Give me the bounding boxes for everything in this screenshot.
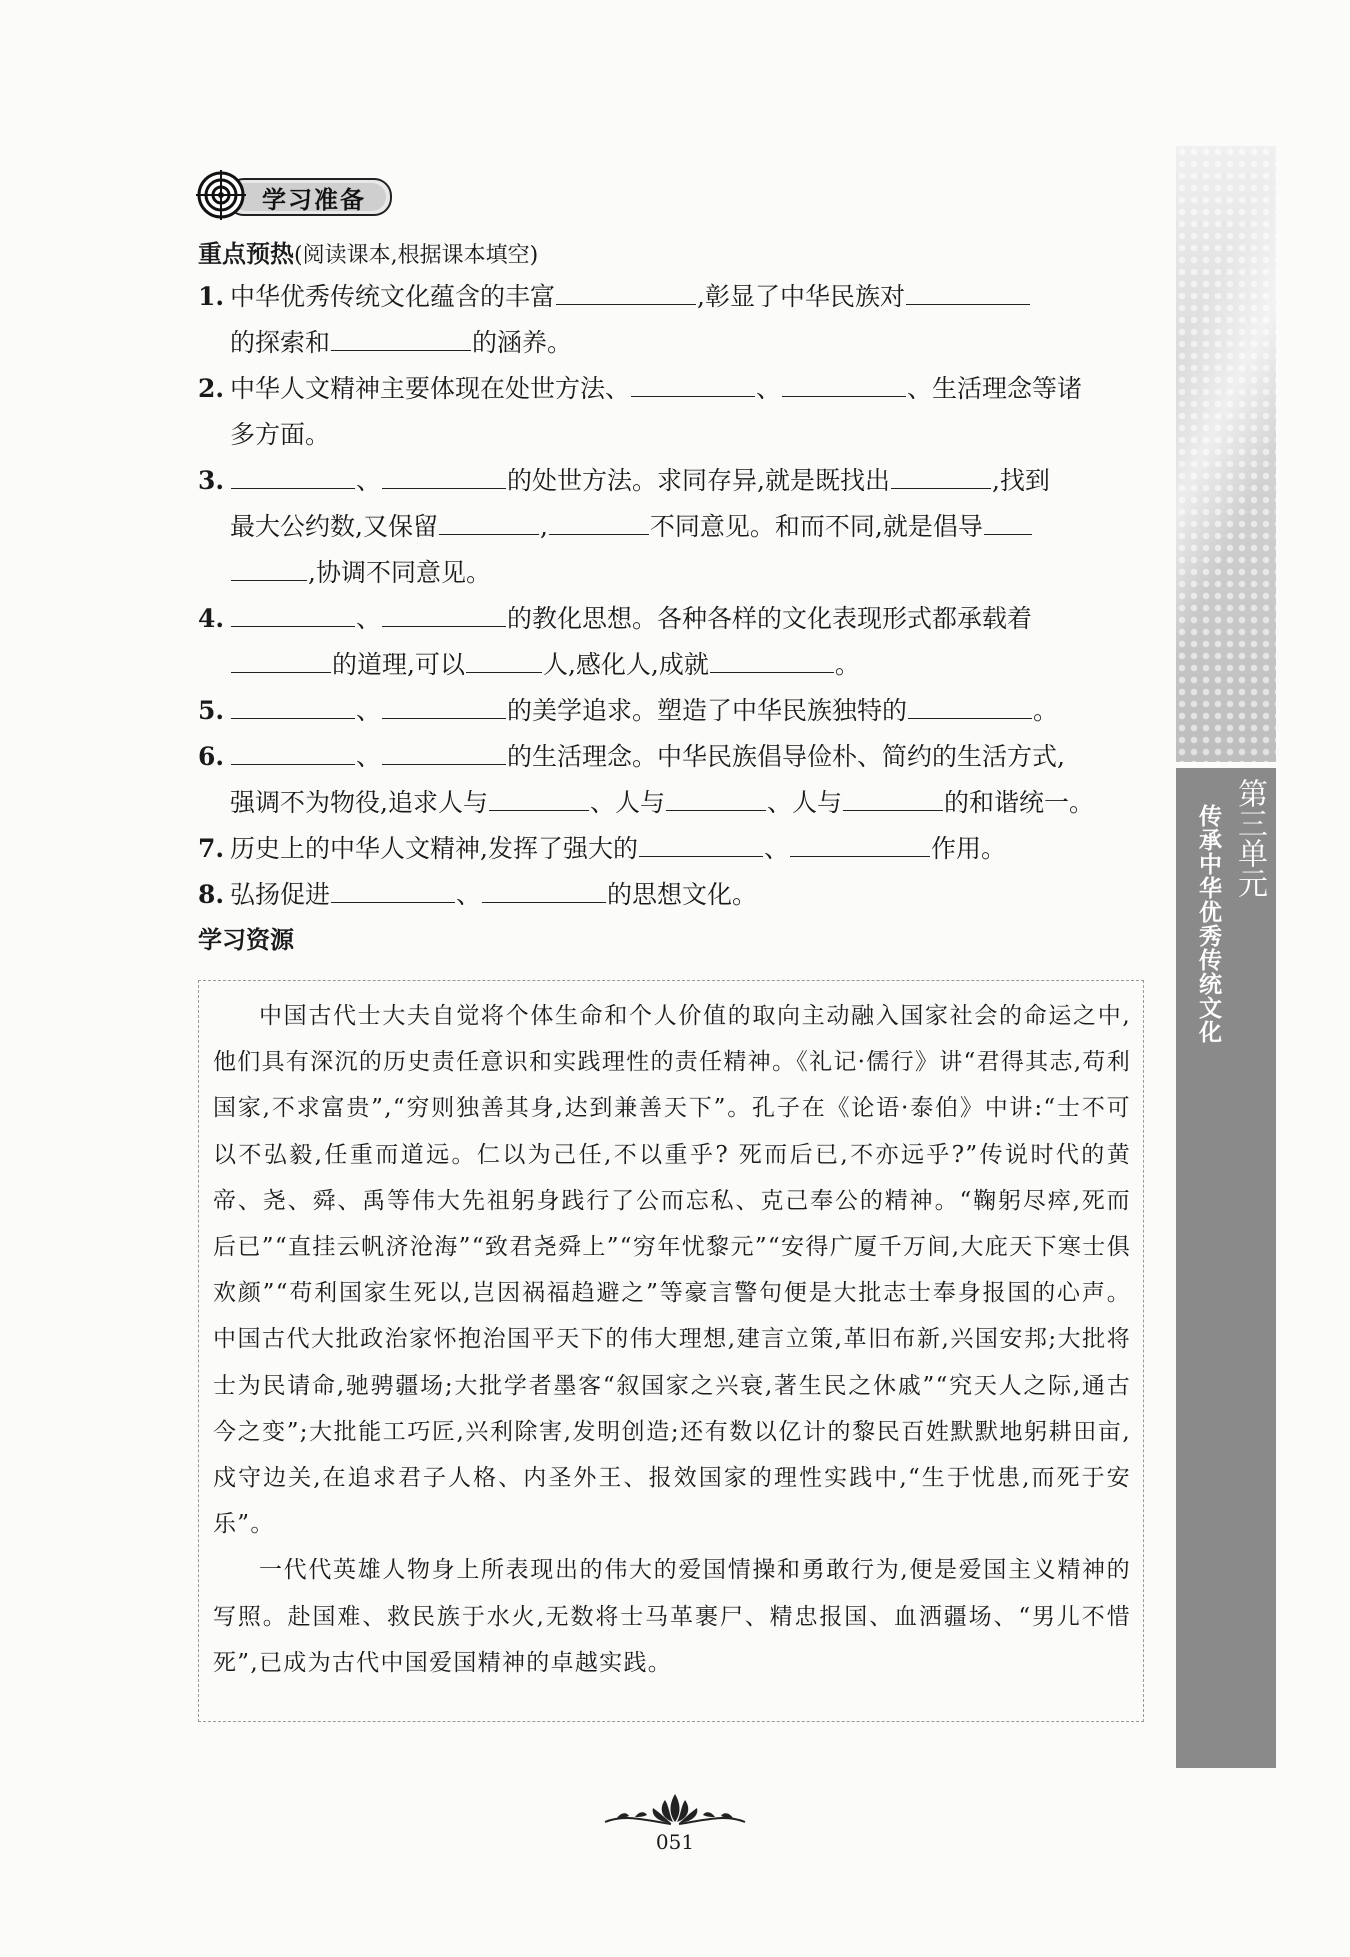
blank[interactable] (984, 508, 1032, 535)
question-text: 中华人文精神主要体现在处世方法、 (230, 374, 631, 403)
blank[interactable] (908, 692, 1032, 719)
leaf-ornament-icon (595, 1790, 755, 1830)
blank[interactable] (790, 830, 930, 857)
blank[interactable] (331, 324, 471, 351)
blank[interactable] (382, 462, 506, 489)
resources-title: 学习资源 (198, 926, 294, 954)
question-text: 历史上的中华人文精神,发挥了强大的 (230, 834, 638, 863)
question-text: 、 (456, 880, 482, 909)
blank[interactable] (631, 370, 755, 397)
question-text: 、 (356, 466, 382, 495)
question-6 (198, 734, 1158, 826)
question-number: 1. (198, 282, 225, 311)
question-text: ,找到 (991, 466, 1050, 495)
blank[interactable] (666, 784, 766, 811)
question-text: 。 (1033, 696, 1059, 725)
question-text: 的生活理念。中华民族倡导俭朴、简约的生活方式, (507, 742, 1065, 771)
blank[interactable] (891, 462, 991, 489)
blank[interactable] (331, 876, 455, 903)
section-label: 学习准备 (262, 186, 366, 214)
blank[interactable] (489, 784, 589, 811)
question-text: 的思想文化。 (607, 880, 758, 909)
question-text: 的美学追求。塑造了中华民族独特的 (507, 696, 908, 725)
question-text: 弘扬促进 (230, 880, 331, 909)
question-text: ,协调不同意见。 (308, 558, 491, 587)
blank[interactable] (382, 600, 506, 627)
question-3 (198, 458, 1158, 596)
question-number: 4. (198, 604, 225, 633)
question-text: 的探索和 (230, 328, 331, 357)
question-text: 最大公约数,又保留 (230, 512, 438, 541)
question-text: 多方面。 (230, 420, 331, 449)
question-text: 、 (763, 834, 789, 863)
blank[interactable] (843, 784, 943, 811)
question-text: 强调不为物役,追求人与 (230, 788, 488, 817)
target-icon (196, 170, 246, 220)
question-7 (198, 826, 1158, 872)
unit-side-tab (1176, 768, 1276, 1768)
blank[interactable] (382, 738, 506, 765)
resources-box (198, 980, 1144, 1722)
question-4 (198, 596, 1158, 688)
question-text: 的和谐统一。 (943, 788, 1094, 817)
question-text: 、 (356, 696, 382, 725)
question-text: 不同意见。和而不同,就是倡导 (649, 512, 983, 541)
blank[interactable] (231, 462, 355, 489)
question-number: 2. (198, 374, 225, 403)
page-number: 051 (655, 1830, 695, 1854)
blank[interactable] (556, 278, 696, 305)
question-text: 中华优秀传统文化蕴含的丰富 (230, 282, 556, 311)
question-1 (198, 274, 1158, 366)
blank[interactable] (906, 278, 1030, 305)
question-text: 的处世方法。求同存异,就是既找出 (507, 466, 890, 495)
question-text: 的涵养。 (472, 328, 573, 357)
question-text: 人,感化人,成就 (542, 650, 709, 679)
question-text: 的道理,可以 (332, 650, 465, 679)
question-8 (198, 872, 1158, 918)
question-text: , (539, 512, 548, 541)
question-text: 、人与 (766, 788, 842, 817)
unit-theme: 传承中华优秀传统文化 (1195, 804, 1221, 1044)
prep-title (198, 236, 1158, 274)
question-5 (198, 688, 1158, 734)
blank[interactable] (466, 646, 542, 673)
question-text: 、生活理念等诸 (907, 374, 1083, 403)
question-text: ,彰显了中华民族对 (697, 282, 905, 311)
question-text: 、 (356, 742, 382, 771)
prep-title-text: 重点预热 (198, 240, 294, 268)
section-badge (196, 170, 396, 220)
question-text: 、 (356, 604, 382, 633)
question-text: 、 (756, 374, 782, 403)
question-number: 7. (198, 834, 225, 863)
blank[interactable] (231, 646, 331, 673)
question-number: 8. (198, 880, 225, 909)
blank[interactable] (549, 508, 649, 535)
blank[interactable] (482, 876, 606, 903)
blank[interactable] (439, 508, 539, 535)
blank[interactable] (231, 554, 307, 581)
side-tab-decoration (1176, 146, 1276, 762)
blank[interactable] (231, 600, 355, 627)
question-text: 、人与 (589, 788, 665, 817)
blank[interactable] (782, 370, 906, 397)
unit-label: 第三单元 (1232, 778, 1267, 898)
question-2 (198, 366, 1158, 458)
question-number: 6. (198, 742, 225, 771)
question-text: 作用。 (930, 834, 1006, 863)
question-text: 的教化思想。各种各样的文化表现形式都承载着 (507, 604, 1033, 633)
blank[interactable] (231, 738, 355, 765)
blank[interactable] (231, 692, 355, 719)
blank[interactable] (382, 692, 506, 719)
prep-note: (阅读课本,根据课本填空) (294, 243, 539, 268)
question-text: 。 (834, 650, 860, 679)
page-footer (595, 1790, 755, 1860)
question-number: 5. (198, 696, 225, 725)
resources-paragraph-1: 中国古代士大夫自觉将个体生命和个人价值的取向主动融入国家社会的命运之中,他们具有深沉的历史责任意识和实践理性的责任精神。《礼记·儒行》讲“君得其志,苟利国家,不求富贵”,“穷则独善其身,达到兼善天下”。孔子在《论语·泰伯》中讲:“士不可以不弘毅,任重而道远。仁以为己任,不以重乎? 死而后已,不亦远乎?”传说时代的黄帝、尧、舜、禹等伟大先祖躬身践行了公而忘私、克己奉公的精神。“鞠躬尽瘁,死而后已”“直挂云帆济沧海”“致君尧舜上”“穷年忧黎元”“安得广厦千万间,大庇天下寒士俱欢颜”“苟利国家生死以,岂因祸福趋避之”等豪言警句便是大批志士奉身报国的心声。中国古代大批政治家怀抱治国平天下的伟大理想,建言立策,革旧布新,兴国安邦;大批将士为民请命,驰骋疆场;大批学者墨客“叙国家之兴衰,著生民之休戚”“究天人之际,通古今之变”;大批能工巧匠,兴利除害,发明创造;还有数以亿计的黎民百姓默默地躬耕田亩,戍守边关,在追求君子人格、内圣外王、报效国家的理性实践中,“生于忧患,而死于安乐”。 (213, 1003, 1131, 1538)
blank[interactable] (710, 646, 834, 673)
question-number: 3. (198, 466, 225, 495)
prep-section (198, 236, 1158, 958)
blank[interactable] (639, 830, 763, 857)
resources-paragraph-2: 一代代英雄人物身上所表现出的伟大的爱国情操和勇敢行为,便是爱国主义精神的写照。赴国难、救民族于水火,无数将士马革裹尸、精忠报国、血洒疆场、“男儿不惜死”,已成为古代中国爱国精神的卓越实践。 (213, 1557, 1131, 1676)
